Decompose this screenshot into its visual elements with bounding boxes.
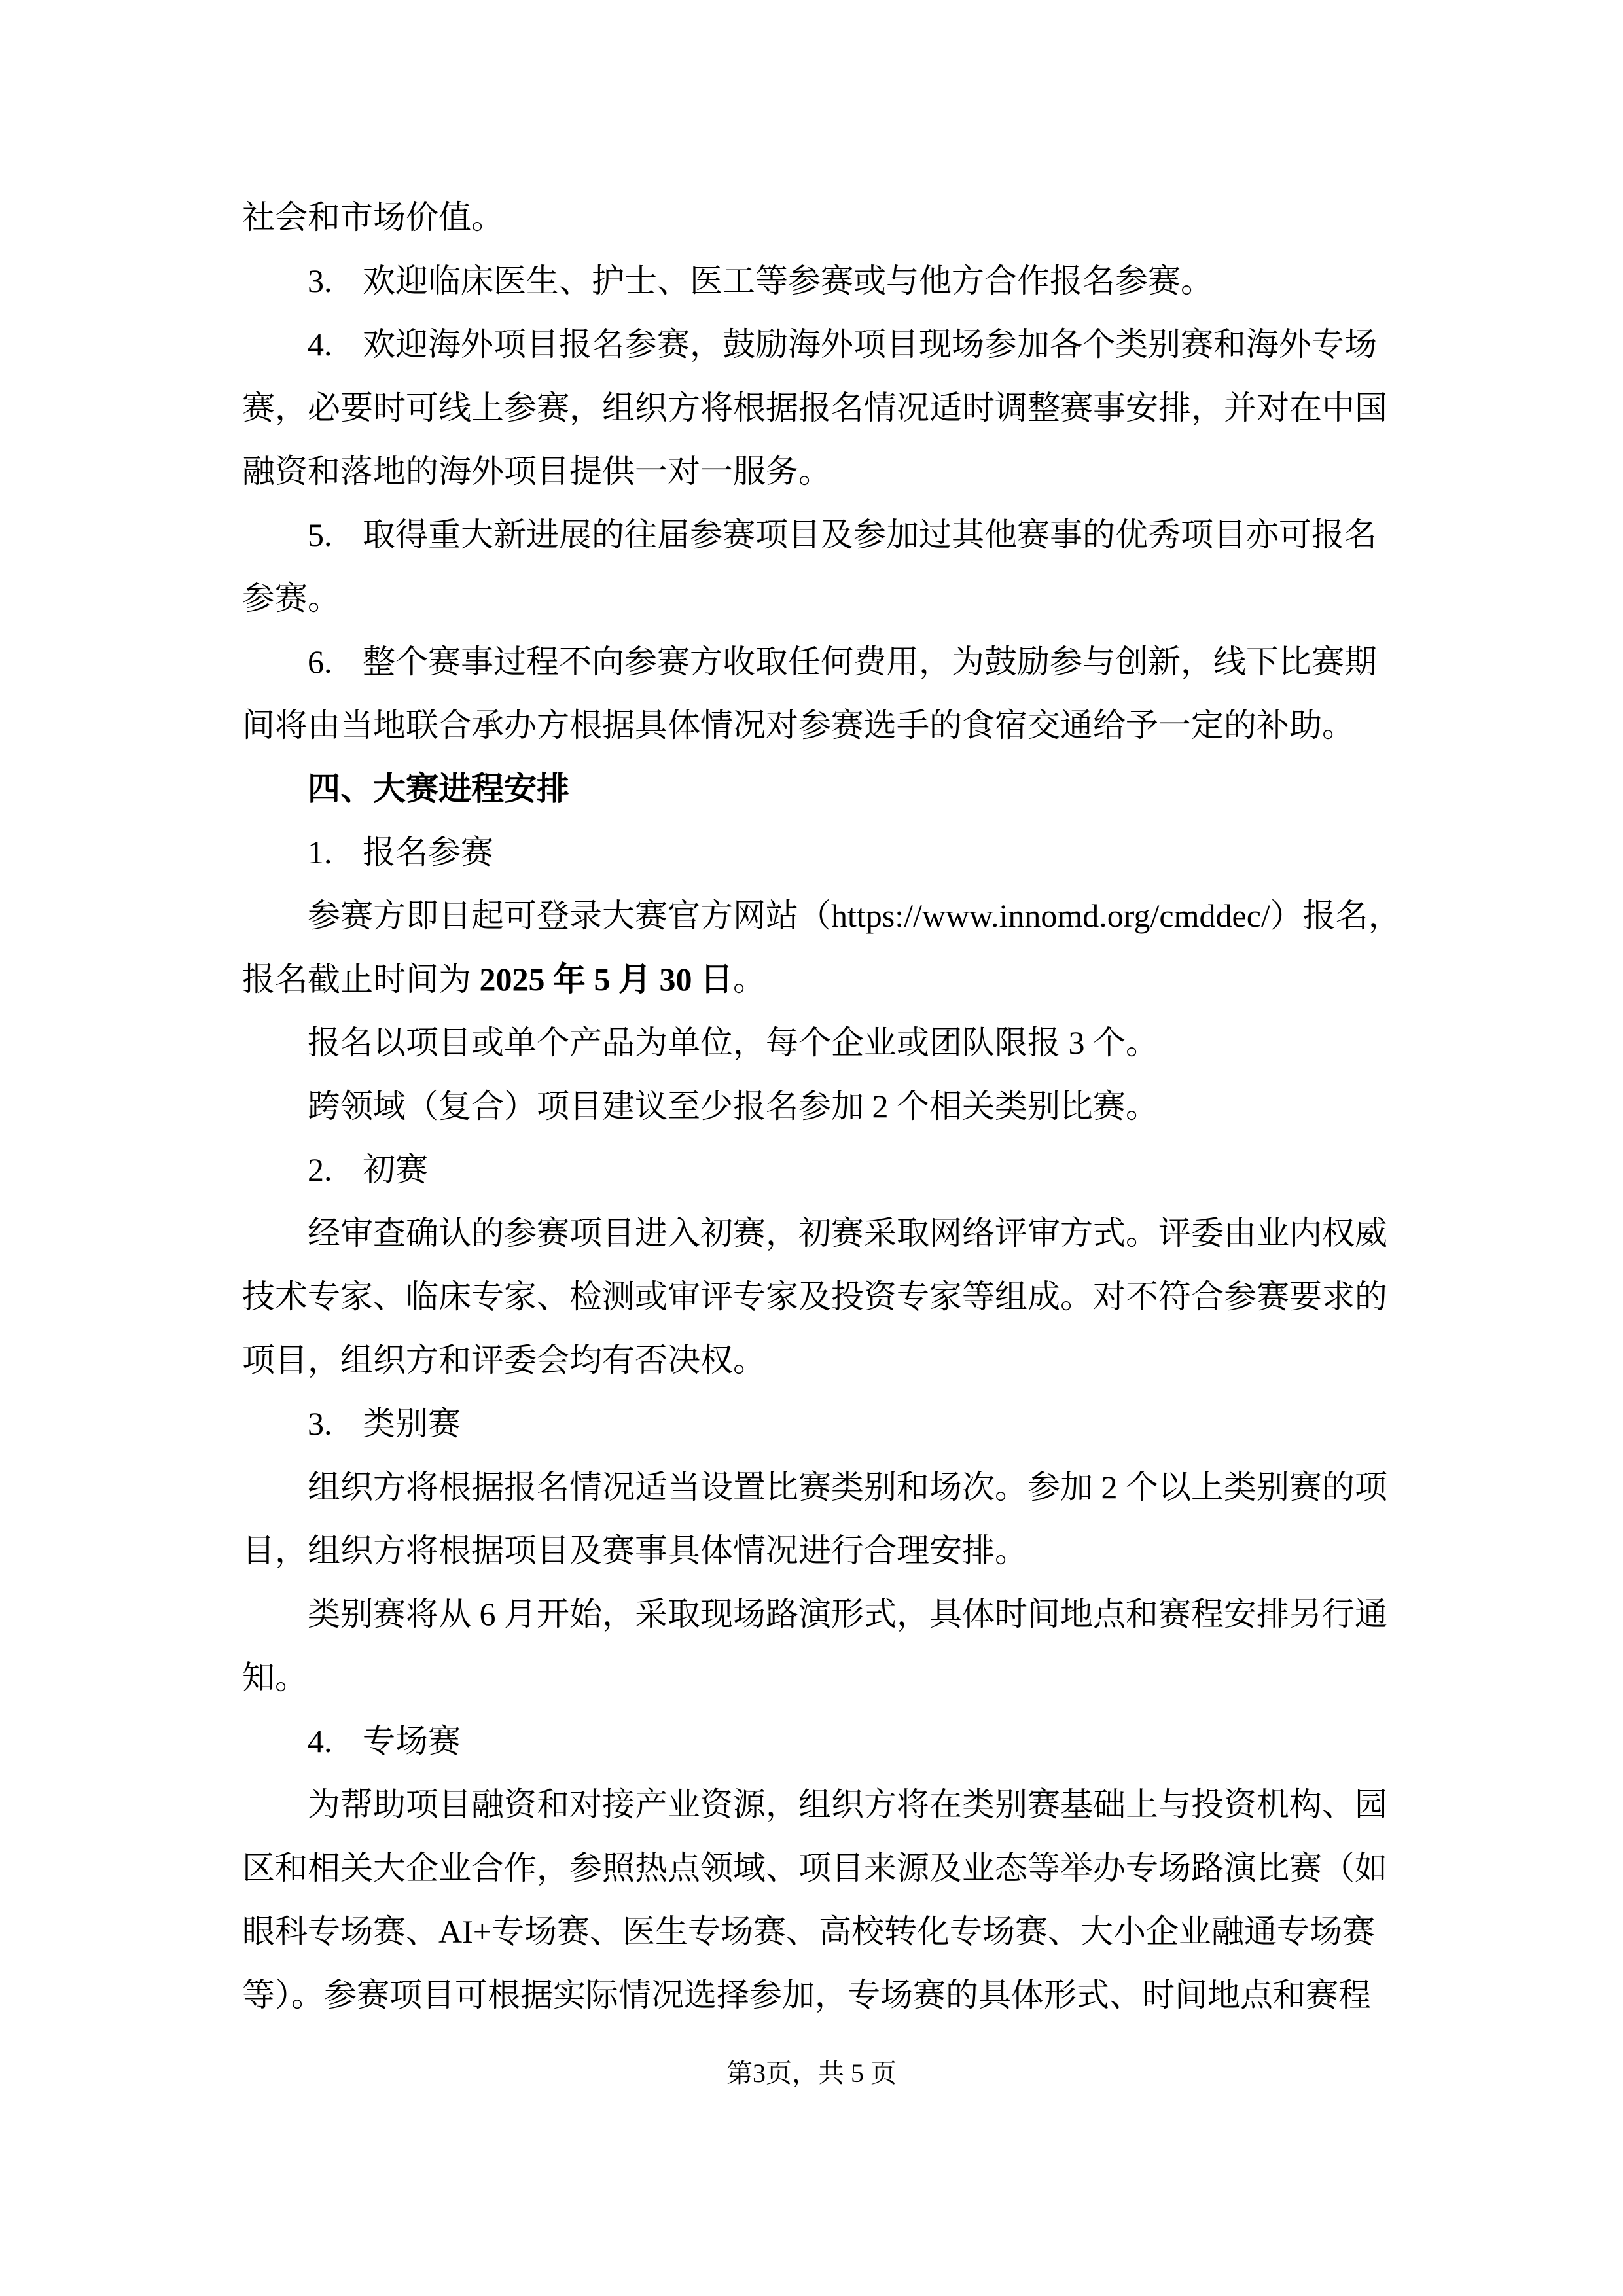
text-line	[242, 1265, 1387, 1329]
text-line	[242, 1329, 1387, 1392]
text-line	[242, 376, 1387, 440]
text-line	[242, 1646, 1387, 1710]
text-segment: 等）。参赛项目可根据实际情况选择参加，专场赛的具体形式、时间地点和赛程	[242, 1977, 1371, 2013]
text-line	[242, 1583, 1387, 1646]
text-segment: 专场赛	[363, 1723, 461, 1759]
text-segment: 间将由当地联合承办方根据具体情况对参赛选手的食宿交通给予一定的补助。	[242, 707, 1355, 744]
text-line	[242, 1964, 1387, 2027]
list-number: 3.	[308, 262, 332, 299]
text-line	[242, 1202, 1387, 1265]
text-segment: 取得重大新进展的往届参赛项目及参加过其他赛事的优秀项目亦可报名	[363, 516, 1377, 553]
text-segment: 经审查确认的参赛项目进入初赛，初赛采取网络评审方式。评委由业内权威	[308, 1215, 1387, 1251]
text-line	[242, 1710, 1387, 1773]
list-number: 6.	[308, 643, 332, 680]
list-number: 2.	[308, 1151, 332, 1188]
text-line	[242, 694, 1387, 757]
text-line	[242, 1519, 1387, 1583]
page-footer	[0, 2053, 1623, 2094]
text-segment: 整个赛事过程不向参赛方收取任何费用，为鼓励参与创新，线下比赛期	[363, 643, 1377, 680]
text-segment: 眼科专场赛、AI+专场赛、医生专场赛、高校转化专场赛、大小企业融通专场赛	[242, 1913, 1375, 1950]
text-segment: 欢迎临床医生、护士、医工等参赛或与他方合作报名参赛。	[363, 262, 1213, 299]
list-number: 1.	[308, 834, 332, 870]
text-line	[242, 1456, 1387, 1519]
text-line	[242, 567, 1387, 630]
page-number-text: 第3页，共 5 页	[726, 2058, 897, 2088]
text-segment: 四、大赛进程安排	[308, 770, 569, 807]
text-segment: 报名参赛	[363, 834, 493, 870]
list-number: 3.	[308, 1405, 332, 1442]
text-line	[242, 249, 1387, 313]
text-segment: 跨领域（复合）项目建议至少报名参加 2 个相关类别比赛。	[308, 1088, 1158, 1124]
text-segment: 社会和市场价值。	[242, 199, 504, 236]
text-segment: 类别赛将从 6 月开始，采取现场路演形式，具体时间地点和赛程安排另行通	[308, 1596, 1387, 1632]
text-line	[242, 1392, 1387, 1456]
text-line	[242, 313, 1387, 376]
list-number: 5.	[308, 516, 332, 553]
text-segment: 参赛。	[242, 580, 340, 617]
text-segment: 项目，组织方和评委会均有否决权。	[242, 1342, 766, 1378]
text-line	[242, 1837, 1387, 1900]
text-segment: 知。	[242, 1659, 308, 1696]
text-segment: 技术专家、临床专家、检测或审评专家及投资专家等组成。对不符合参赛要求的	[242, 1278, 1387, 1315]
bold-text-segment: 2025 年 5 月 30 日	[479, 961, 733, 997]
text-segment: 参赛方即日起可登录大赛官方网站（https://www.innomd.org/cmddec/）报名，	[308, 897, 1401, 934]
text-line	[242, 1011, 1387, 1075]
text-line	[242, 821, 1387, 884]
text-segment: 。	[733, 961, 766, 997]
text-line	[242, 948, 1387, 1011]
text-line	[242, 440, 1387, 503]
text-line	[242, 503, 1387, 567]
text-segment: 初赛	[363, 1151, 428, 1188]
text-line	[242, 630, 1387, 694]
text-segment: 报名以项目或单个产品为单位，每个企业或团队限报 3 个。	[308, 1024, 1158, 1061]
text-line	[242, 884, 1401, 948]
section-heading	[242, 757, 1387, 821]
text-line	[242, 1138, 1387, 1202]
text-segment: 报名截止时间为	[242, 961, 480, 997]
text-segment: 为帮助项目融资和对接产业资源，组织方将在类别赛基础上与投资机构、园	[308, 1786, 1387, 1823]
list-number: 4.	[308, 1723, 332, 1759]
list-number: 4.	[308, 326, 332, 363]
text-line	[242, 1900, 1387, 1964]
text-segment: 赛，必要时可线上参赛，组织方将根据报名情况适时调整赛事安排，并对在中国	[242, 389, 1387, 426]
text-segment: 组织方将根据报名情况适当设置比赛类别和场次。参加 2 个以上类别赛的项	[308, 1469, 1387, 1505]
text-segment: 区和相关大企业合作，参照热点领域、项目来源及业态等举办专场路演比赛（如	[242, 1850, 1387, 1886]
text-segment: 欢迎海外项目报名参赛，鼓励海外项目现场参加各个类别赛和海外专场	[363, 326, 1377, 363]
text-segment: 类别赛	[363, 1405, 461, 1442]
text-line	[242, 186, 1387, 249]
text-line	[242, 1075, 1387, 1138]
text-segment: 融资和落地的海外项目提供一对一服务。	[242, 453, 831, 490]
text-line	[242, 1773, 1387, 1837]
text-segment: 目，组织方将根据项目及赛事具体情况进行合理安排。	[242, 1532, 1027, 1569]
